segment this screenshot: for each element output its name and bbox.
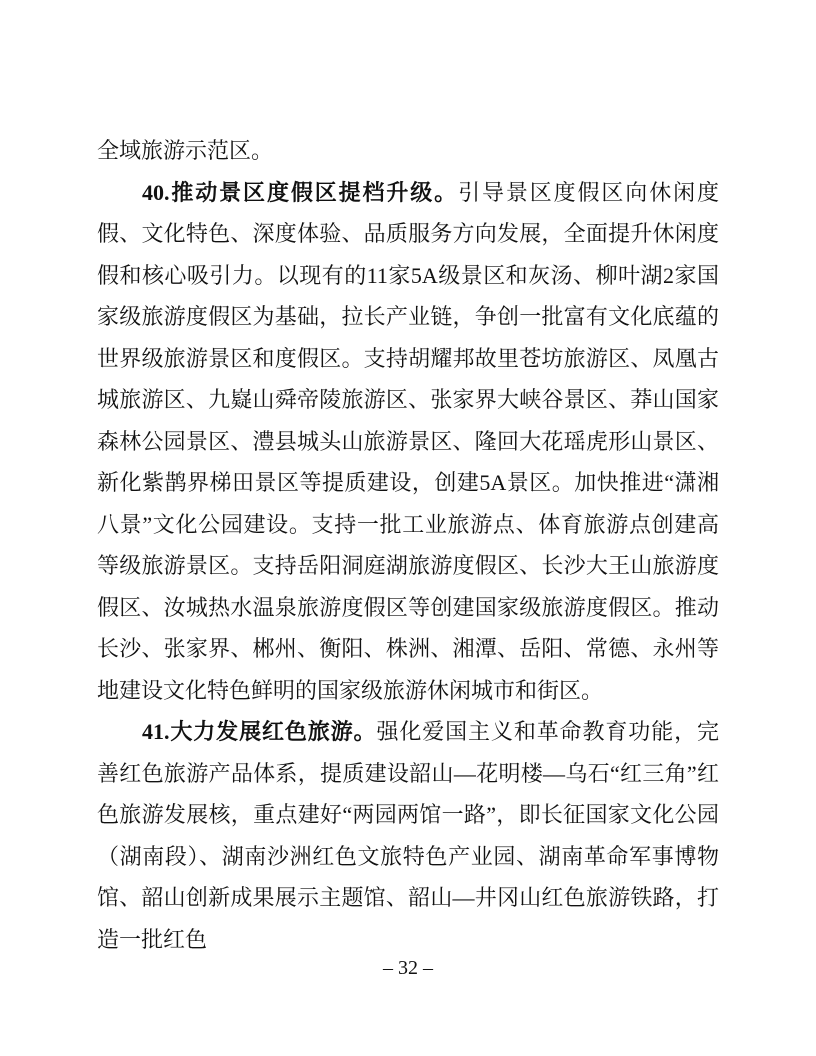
- item-40-body: 引导景区度假区向休闲度假、文化特色、深度体验、品质服务方向发展，全面提升休闲度假和核心吸引力。以现有的11家5A级景区和灰汤、柳叶湖2家国家级旅游度假区为基础，拉长产业链，争创一批富有文化底蕴的世界级旅游景区和度假区。支持胡耀邦故里苍坊旅游区、凤凰古城旅游区、九嶷山舜帝陵旅游区、张家界大峡谷景区、莽山国家森林公园景区、澧县城头山旅游景区、隆回大花瑶虎形山景区、新化紫鹊界梯田景区等提质建设，创建5A景区。加快推进“潇湘八景”文化公园建设。支持一批工业旅游点、体育旅游点创建高等级旅游景区。支持岳阳洞庭湖旅游度假区、长沙大王山旅游度假区、汝城热水温泉旅游度假区等创建国家级旅游度假区。推动长沙、张家界、郴州、衡阳、株洲、湘潭、岳阳、常德、永州等地建设文化特色鲜明的国家级旅游休闲城市和街区。: [97, 179, 719, 703]
- paragraph-continuation: 全域旅游示范区。: [97, 138, 274, 163]
- paragraph-item-40: [97, 172, 719, 712]
- item-40-heading: 40.推动景区度假区提档升级。: [142, 179, 459, 205]
- paragraph-item-41: [97, 711, 719, 960]
- document-body: [97, 130, 719, 960]
- page-number: – 32 –: [383, 957, 433, 979]
- item-41-body: 强化爱国主义和革命教育功能，完善红色旅游产品体系，提质建设韶山—花明楼—乌石“红三角”红色旅游发展核，重点建好“两园两馆一路”，即长征国家文化公园（湖南段）、湖南沙洲红色文旅特色产业园、湖南革命军事博物馆、韶山创新成果展示主题馆、韶山—井冈山红色旅游铁路，打造一批红色: [97, 719, 719, 952]
- item-41-heading: 41.大力发展红色旅游。: [142, 719, 377, 744]
